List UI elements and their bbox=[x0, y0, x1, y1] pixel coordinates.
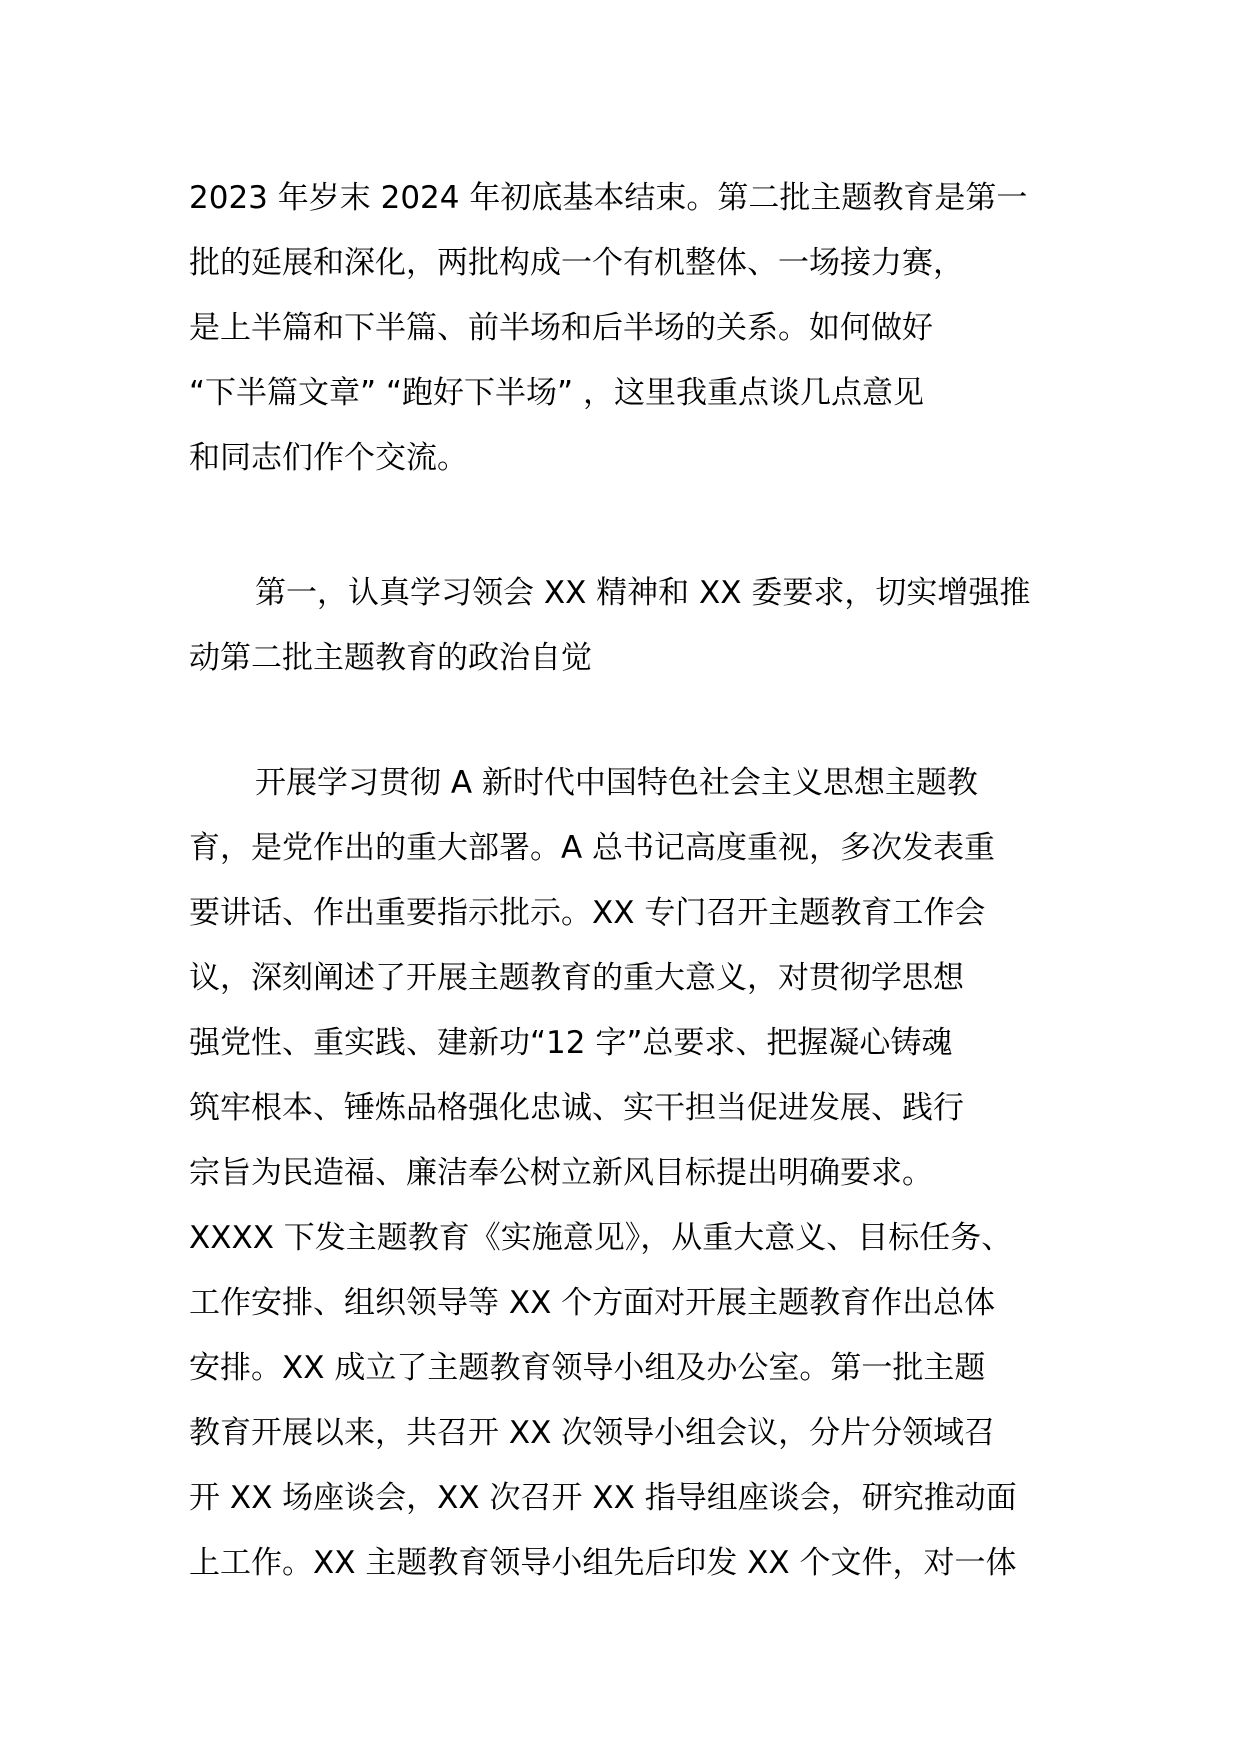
text-line: 筑牢根本、锤炼品格强化忠诚、实干担当促进发展、践行 bbox=[189, 1090, 964, 1126]
text-line: 第一，认真学习领会 XX 精神和 XX 委要求，切实增强推 bbox=[255, 575, 1031, 611]
text-line: XXXX 下发主题教育《实施意见》，从重大意义、目标任务、 bbox=[189, 1220, 1013, 1256]
text-line: 动第二批主题教育的政治自觉 bbox=[189, 640, 592, 676]
text-line: 是上半篇和下半篇、前半场和后半场的关系。如何做好 bbox=[189, 310, 933, 346]
section-heading-first bbox=[189, 561, 1069, 691]
text-line: 工作安排、组织领导等 XX 个方面对开展主题教育作出总体 bbox=[189, 1285, 996, 1321]
paragraph-body bbox=[189, 751, 1069, 1596]
text-line: 上工作。XX 主题教育领导小组先后印发 XX 个文件，对一体 bbox=[189, 1545, 1017, 1581]
text-line: 要讲话、作出重要指示批示。XX 专门召开主题教育工作会 bbox=[189, 895, 986, 931]
text-line: 开展学习贯彻 A 新时代中国特色社会主义思想主题教 bbox=[255, 765, 978, 801]
text-line: 教育开展以来，共召开 XX 次领导小组会议，分片分领域召 bbox=[189, 1415, 996, 1451]
text-line: 育，是党作出的重大部署。A 总书记高度重视，多次发表重 bbox=[189, 830, 996, 866]
text-line: 宗旨为民造福、廉洁奉公树立新风目标提出明确要求。 bbox=[189, 1155, 933, 1191]
text-line: 和同志们作个交流。 bbox=[189, 440, 468, 476]
text-line: 2023 年岁末 2024 年初底基本结束。第二批主题教育是第一 bbox=[189, 180, 1028, 216]
text-line: 开 XX 场座谈会，XX 次召开 XX 指导组座谈会，研究推动面 bbox=[189, 1480, 1017, 1516]
text-line: 强党性、重实践、建新功“12 字”总要求、把握凝心铸魂 bbox=[189, 1025, 953, 1061]
text-line: 批的延展和深化，两批构成一个有机整体、一场接力赛， bbox=[189, 245, 964, 281]
text-line: 议，深刻阐述了开展主题教育的重大意义，对贯彻学思想 bbox=[189, 960, 964, 996]
text-line: “下半篇文章” “跑好下半场” ，这里我重点谈几点意见 bbox=[189, 375, 924, 411]
text-line: 安排。XX 成立了主题教育领导小组及办公室。第一批主题 bbox=[189, 1350, 986, 1386]
paragraph-intro bbox=[189, 166, 1069, 491]
